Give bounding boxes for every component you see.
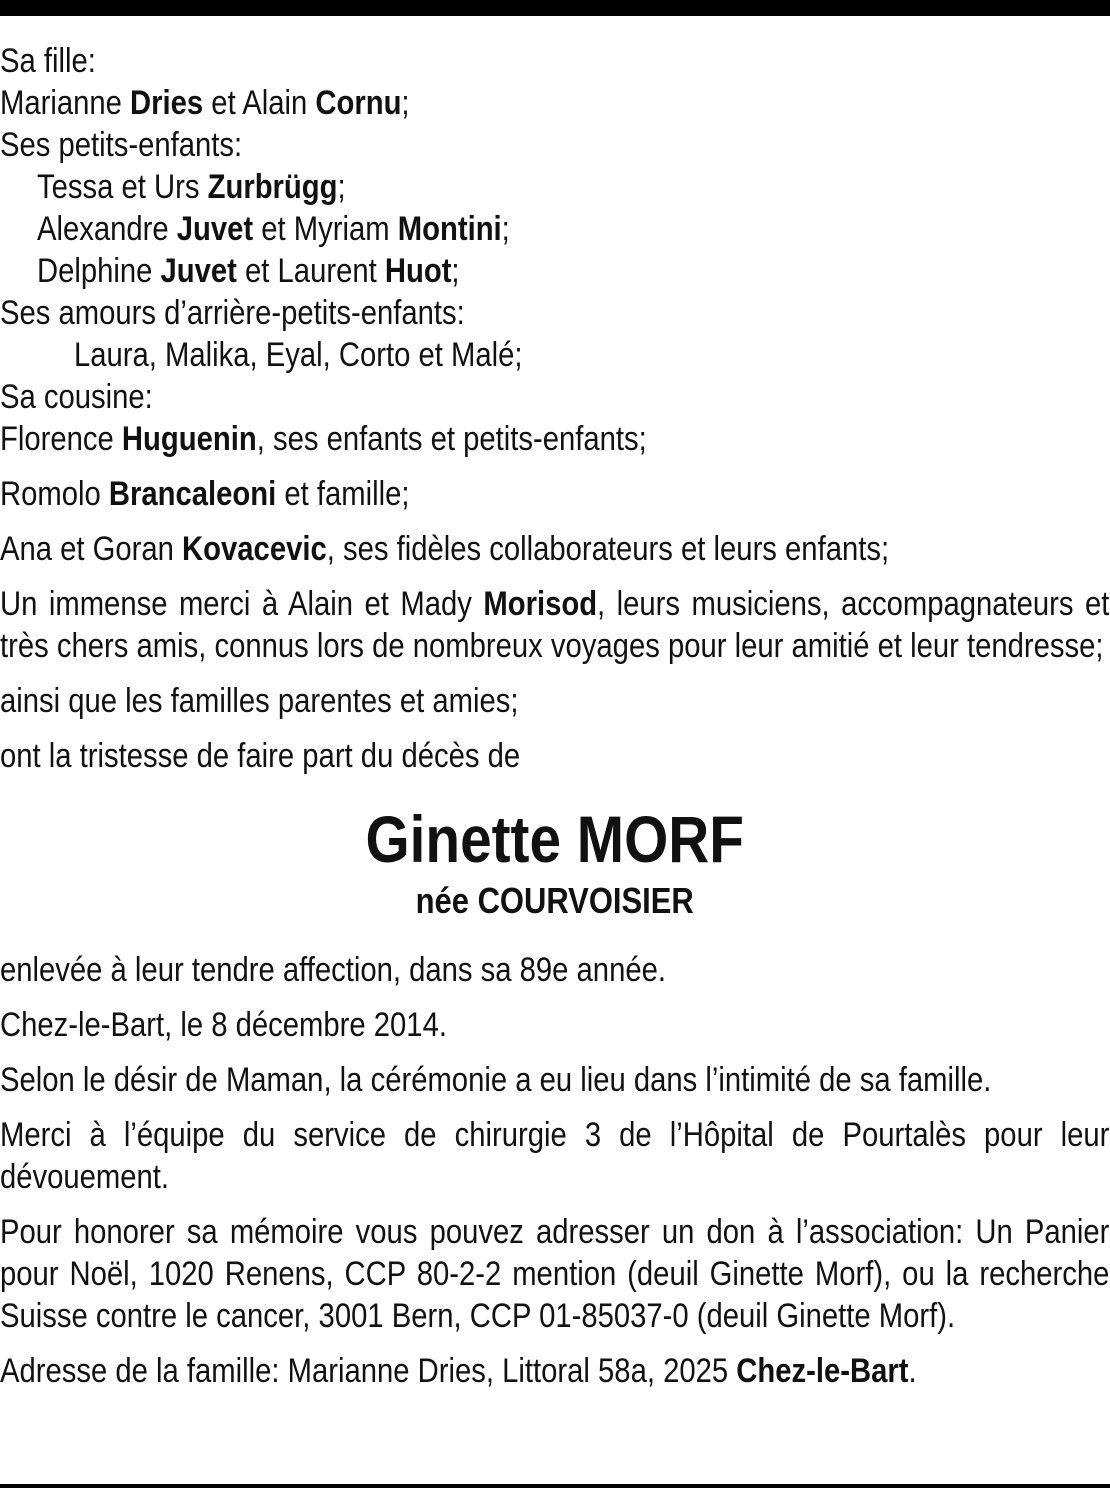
- address-line: Adresse de la famille: Marianne Dries, Littoral 58a, 2025 Chez-le-Bart.: [0, 1352, 917, 1390]
- daughter-heading: Sa fille:: [0, 42, 96, 80]
- maiden-name: née COURVOISIER: [415, 880, 694, 921]
- grandchild-line: Alexandre Juvet et Myriam Montini;: [36, 210, 510, 248]
- bottom-rule: [0, 1484, 1110, 1488]
- great-grandchildren-heading: Ses amours d’arrière-petits-enfants:: [0, 294, 465, 332]
- announce-line: ont la tristesse de faire part du décès de: [0, 737, 521, 775]
- grandchildren-heading: Ses petits-enfants:: [0, 126, 243, 164]
- romolo-line: Romolo Brancaleoni et famille;: [0, 475, 410, 513]
- top-rule: [0, 0, 1110, 16]
- taken-line: enlevée à leur tendre affection, dans sa 89e année.: [0, 951, 666, 989]
- hospital-thanks-paragraph: Merci à l’équipe du service de chirurgie 3 de l’Hôpital de Pourtalès pour leur dévouement.: [0, 1116, 1110, 1196]
- deceased-name-block: [0, 799, 1109, 923]
- donation-paragraph: Pour honorer sa mémoire vous pouvez adresser un don à l’association: Un Panier pour Noël, 1020 Renens, CCP 80-2-2 mention (deuil Ginette Morf), ou la recherche Suisse contre le cancer, 3001 Bern, CCP 01-85037-0 (deuil Ginette Morf).: [0, 1213, 1110, 1335]
- grandchild-line: Tessa et Urs Zurbrügg;: [36, 168, 346, 206]
- cousin-line: Florence Huguenin, ses enfants et petits-enfants;: [0, 420, 647, 458]
- daughter-line: Marianne Dries et Alain Cornu;: [0, 84, 410, 122]
- kovacevic-line: Ana et Goran Kovacevic, ses fidèles collaborateurs et leurs enfants;: [0, 530, 890, 568]
- cousin-heading: Sa cousine:: [0, 378, 153, 416]
- thanks-morisod-paragraph: Un immense merci à Alain et Mady Morisod, leurs musiciens, accompagnateurs et très chers amis, connus lors de nombreux voyages pour leur amitié et leur tendresse;: [0, 585, 1110, 665]
- relatives-line: ainsi que les familles parentes et amies;: [0, 682, 519, 720]
- ceremony-line: Selon le désir de Maman, la cérémonie a eu lieu dans l’intimité de sa famille.: [0, 1061, 992, 1099]
- great-grandchildren-line: Laura, Malika, Eyal, Corto et Malé;: [73, 336, 523, 374]
- obituary-text: [0, 40, 1109, 1392]
- grandchild-line: Delphine Juvet et Laurent Huot;: [36, 252, 460, 290]
- place-date-line: Chez-le-Bart, le 8 décembre 2014.: [0, 1006, 447, 1044]
- deceased-name: Ginette MORF: [365, 802, 744, 876]
